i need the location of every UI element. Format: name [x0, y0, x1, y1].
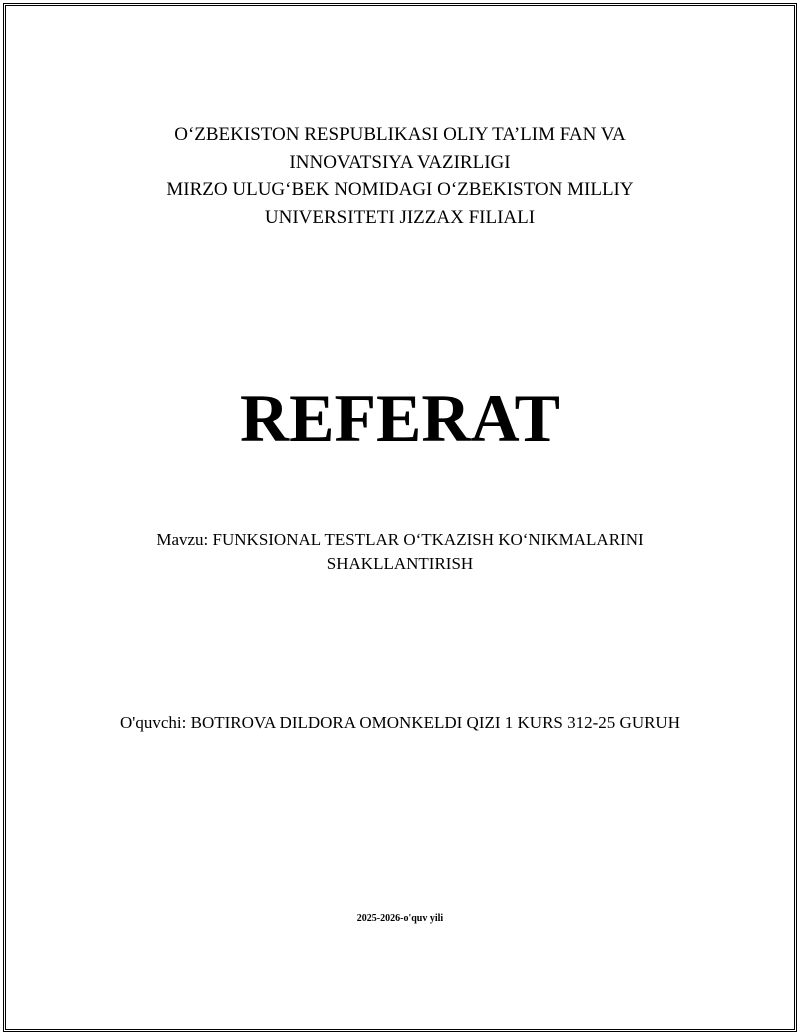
student-info [120, 711, 680, 735]
topic-text: FUNKSIONAL TESTLAR O‘TKAZISH KO‘NIKMALARINI SHAKLLANTIRISH [212, 530, 644, 573]
topic [130, 528, 670, 576]
institution-line-2: INNOVATSIYA VAZIRLIGI [289, 151, 511, 173]
institution-line-1: O‘ZBEKISTON RESPUBLIKASI OLIY TA’LIM FAN VA [174, 124, 626, 145]
student-text: BOTIROVA DILDORA OMONKELDI QIZI 1 KURS 312-25 GURUH [190, 713, 680, 732]
institution-line-4: UNIVERSITETI JIZZAX FILIALI [264, 206, 536, 228]
student-label: O'quvchi: [120, 713, 187, 732]
institution-header [0, 121, 800, 231]
institution-line-3: MIRZO ULUG‘BEK NOMIDAGI O‘ZBEKISTON MILLIY [166, 179, 634, 200]
topic-label: Mavzu: [156, 530, 209, 549]
academic-year: 2025-2026-o'quv yili [356, 913, 444, 924]
document-title: REFERAT [240, 380, 560, 456]
